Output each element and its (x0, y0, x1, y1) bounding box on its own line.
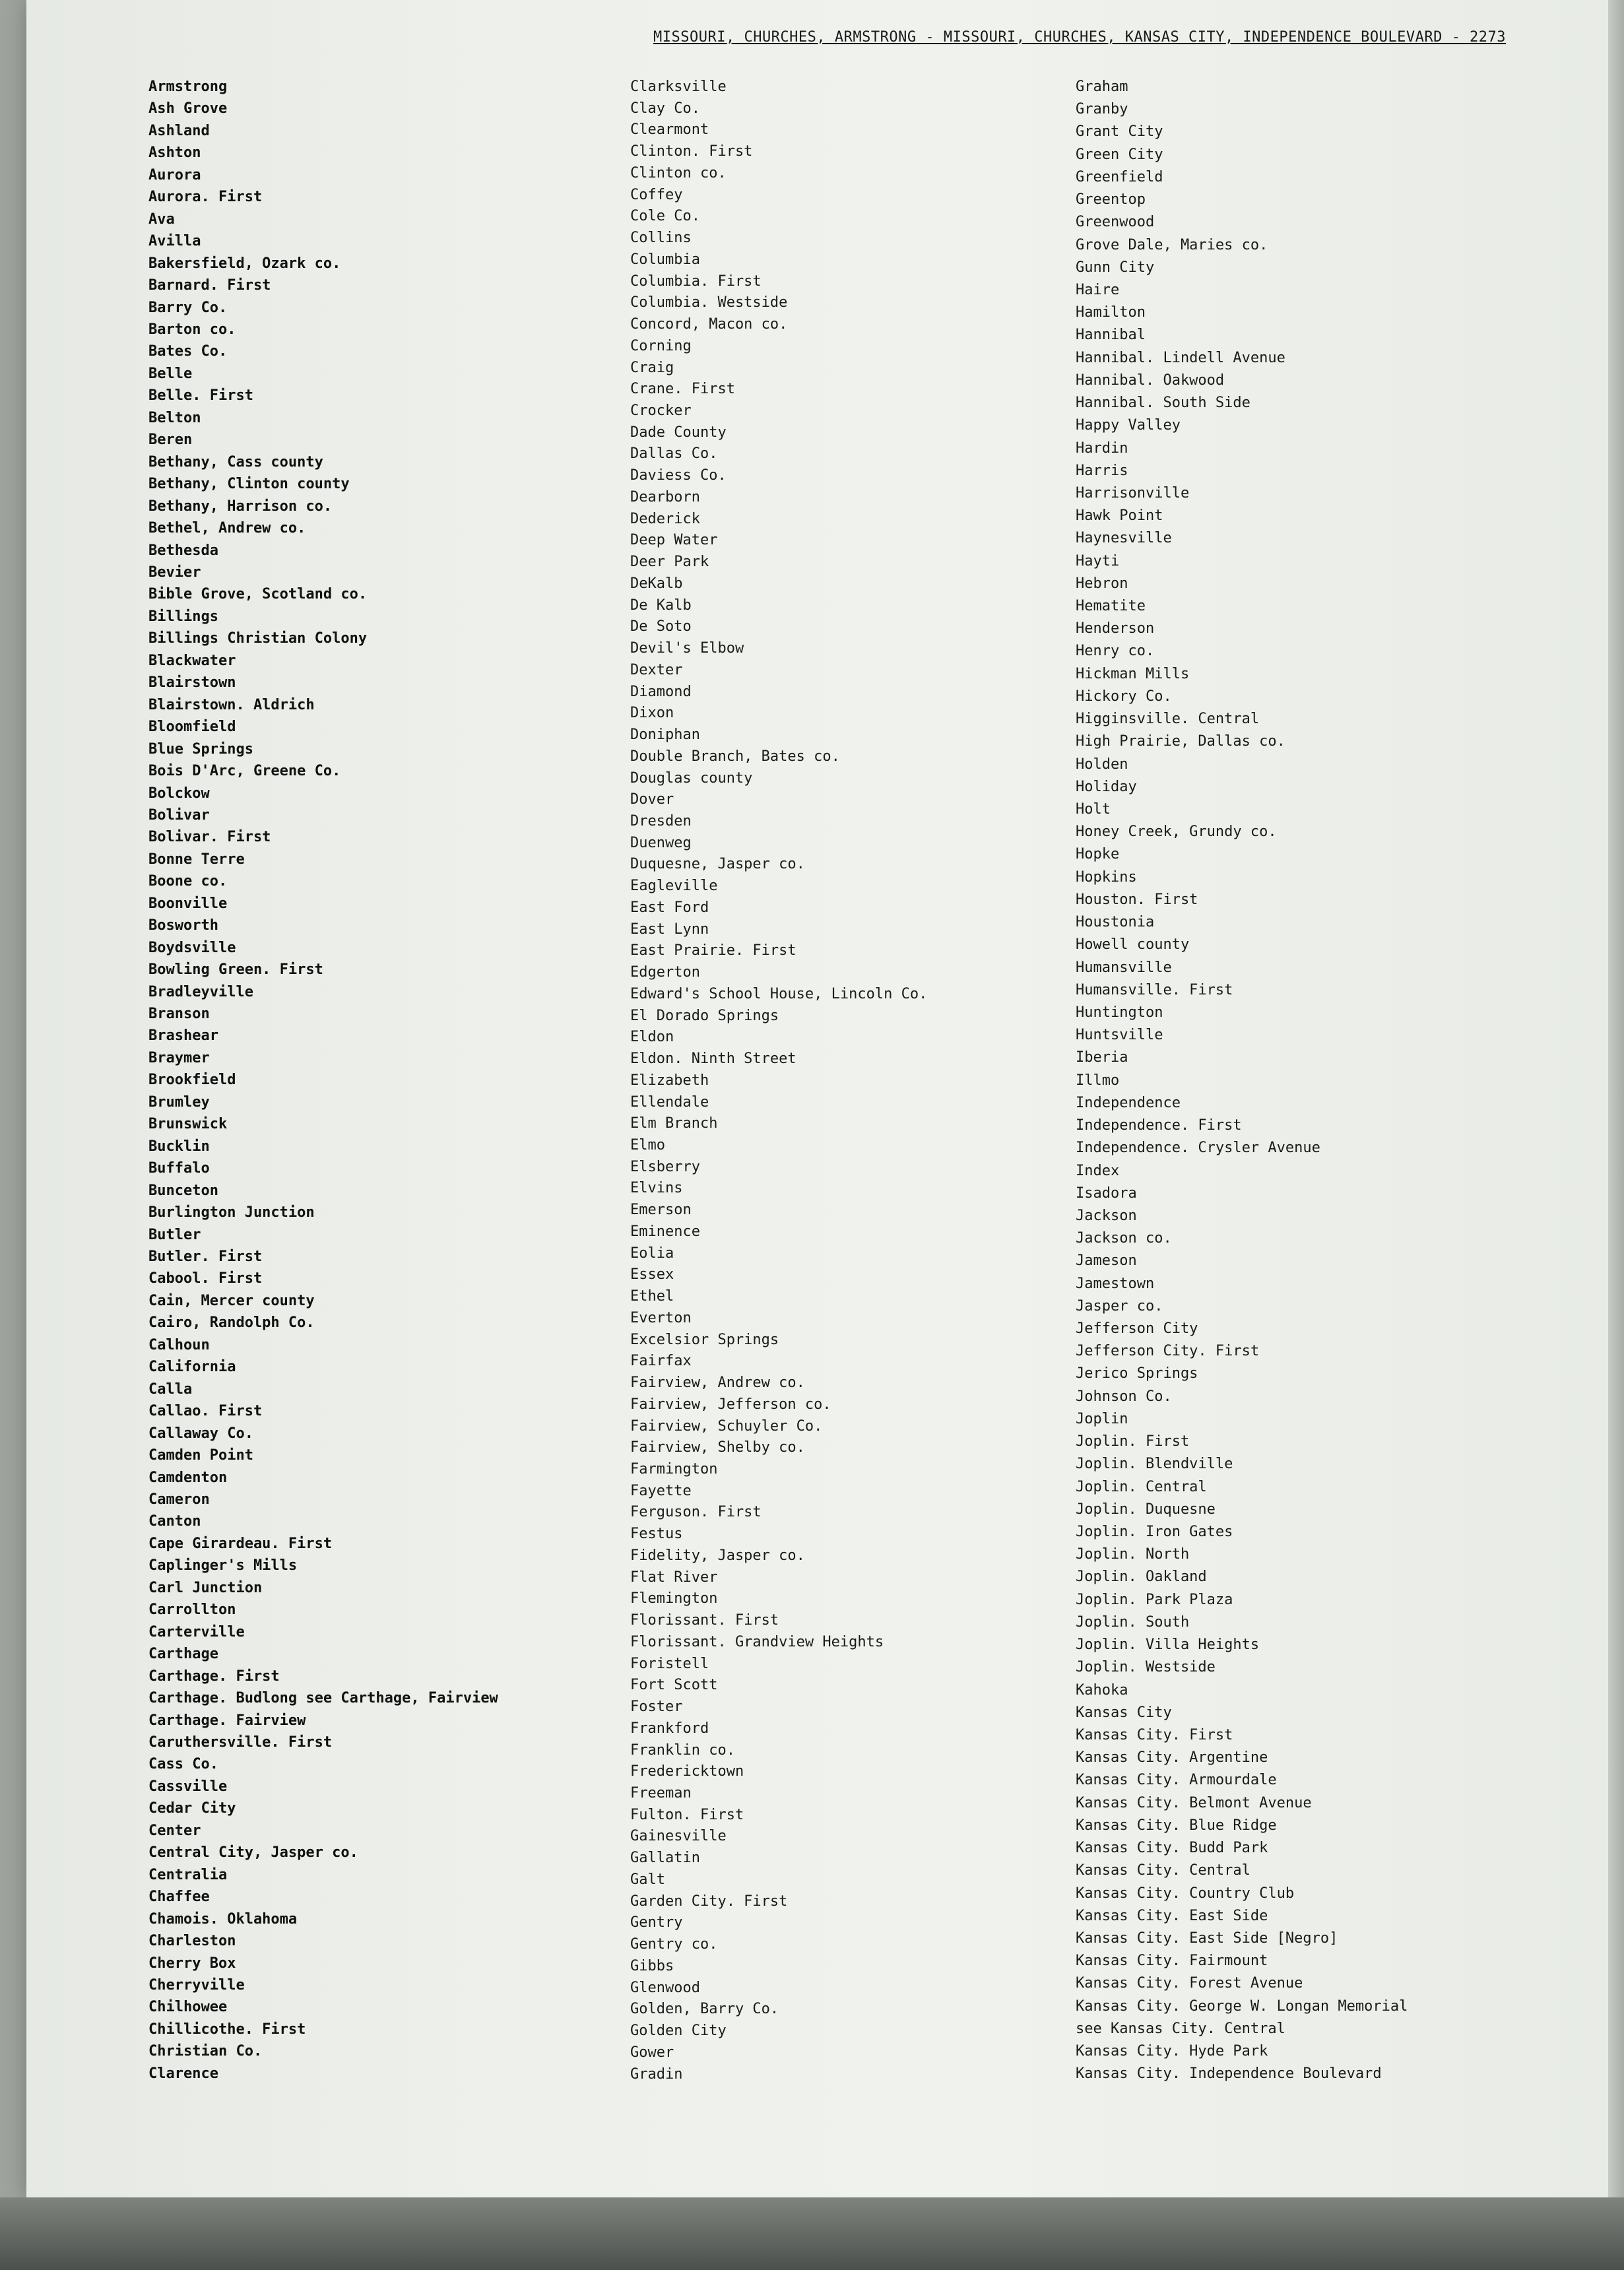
list-item: Hardin (1076, 439, 1128, 457)
list-item: Cairo, Randolph Co. (148, 1314, 315, 1332)
list-item: Hematite (1076, 598, 1146, 615)
list-item: Devil's Elbow (630, 640, 744, 657)
list-item: Carthage (148, 1646, 218, 1663)
list-item: Hannibal. South Side (1076, 395, 1250, 412)
list-item: Joplin. Blendville (1076, 1456, 1233, 1473)
list-item: Deep Water (630, 532, 718, 549)
list-item: Freeman (630, 1785, 692, 1802)
list-item: Carl Junction (148, 1579, 263, 1596)
list-item: Ash Grove (148, 100, 228, 117)
list-item: Kansas City (1076, 1704, 1172, 1721)
list-item: Cabool. First (148, 1270, 263, 1287)
list-item: Bethany, Clinton county (148, 476, 350, 493)
list-item: Eldon (630, 1029, 674, 1046)
list-item: Holt (1076, 801, 1111, 818)
list-item: Cain, Mercer county (148, 1292, 315, 1309)
list-item: Ashton (148, 145, 201, 162)
list-item: Barton co. (148, 321, 236, 338)
list-item: Dederick (630, 510, 700, 527)
list-item: Columbia (630, 251, 700, 268)
list-item: Festus (630, 1526, 683, 1543)
list-item: Caruthersville. First (148, 1734, 333, 1751)
list-item: Greentop (1076, 191, 1146, 209)
list-item: California (148, 1359, 236, 1376)
list-item: Kansas City. Central (1076, 1862, 1250, 1879)
list-item: Kansas City. George W. Longan Memorial (1076, 1997, 1408, 2015)
list-item: Cameron (148, 1491, 210, 1508)
list-item: Kansas City. Forest Avenue (1076, 1975, 1303, 1992)
list-item: East Lynn (630, 921, 709, 938)
list-item: Clarence (148, 2065, 218, 2082)
list-item: Bolivar (148, 806, 210, 824)
list-item: Kansas City. Belmont Avenue (1076, 1794, 1312, 1811)
list-item: Jefferson City. First (1076, 1343, 1260, 1360)
list-item: Kansas City. Independence Boulevard (1076, 2065, 1382, 2083)
list-item: Hawk Point (1076, 507, 1163, 525)
list-item: Kansas City. Hyde Park (1076, 2043, 1268, 2060)
list-item: Bolckow (148, 785, 210, 802)
list-item: Hannibal. Oakwood (1076, 372, 1225, 389)
list-item: Fairview, Schuyler Co. (630, 1417, 823, 1435)
list-item: Foster (630, 1699, 683, 1716)
list-item: Chilhowee (148, 1999, 228, 2016)
list-item: Hebron (1076, 575, 1128, 592)
list-item: Independence. Crysler Avenue (1076, 1140, 1320, 1157)
list-item: Fayette (630, 1482, 692, 1499)
list-item: Jamestown (1076, 1275, 1155, 1292)
list-item: Fidelity, Jasper co. (630, 1547, 805, 1564)
list-item: Dover (630, 791, 674, 808)
page-header: MISSOURI, CHURCHES, ARMSTRONG - MISSOURI, CHURCHES, KANSAS CITY, INDEPENDENCE BOULEVARD - 2273 (653, 29, 1507, 46)
list-item: Emerson (630, 1202, 692, 1219)
list-item: Collins (630, 230, 692, 247)
list-item: Boonville (148, 895, 228, 912)
list-item: Blairstown. Aldrich (148, 696, 315, 713)
list-item: Joplin. First (1076, 1433, 1190, 1450)
list-item: Frankford (630, 1720, 709, 1737)
list-item: Dade County (630, 424, 727, 441)
book-page (26, 0, 1610, 2197)
list-item: Higginsville. Central (1076, 711, 1260, 728)
list-item: Bonne Terre (148, 851, 245, 868)
list-item: Elizabeth (630, 1072, 709, 1089)
list-item: Beren (148, 432, 193, 449)
list-item: Cape Girardeau. First (148, 1535, 333, 1552)
list-item: Boydsville (148, 939, 236, 956)
list-item: Barry Co. (148, 299, 228, 316)
list-item: Joplin. Oakland (1076, 1569, 1207, 1586)
list-item: Ashland (148, 122, 210, 139)
list-item: Fairview, Jefferson co. (630, 1396, 831, 1413)
list-item: Kansas City. First (1076, 1726, 1233, 1743)
list-item: Kansas City. Country Club (1076, 1885, 1295, 1902)
list-item: Clay Co. (630, 100, 700, 117)
list-item: Calhoun (148, 1336, 210, 1353)
list-item: Gibbs (630, 1957, 674, 1974)
list-item: Craig (630, 359, 674, 376)
list-item: Hickman Mills (1076, 665, 1190, 682)
list-item: Eolia (630, 1245, 674, 1262)
list-item: Kansas City. Budd Park (1076, 1840, 1268, 1857)
list-item: Cole Co. (630, 208, 700, 225)
list-item: Iberia (1076, 1049, 1128, 1066)
list-item: Cedar City (148, 1800, 236, 1817)
list-item: Jameson (1076, 1252, 1137, 1270)
list-item: Graham (1076, 79, 1128, 95)
list-item: Joplin (1076, 1410, 1128, 1427)
list-item: Center (148, 1822, 201, 1839)
list-item: Independence. First (1076, 1117, 1242, 1134)
list-item: Crane. First (630, 381, 735, 398)
list-item: Bethesda (148, 542, 218, 559)
list-item: Elmo (630, 1136, 665, 1153)
list-item: Bucklin (148, 1138, 210, 1155)
list-item: Eminence (630, 1223, 700, 1240)
list-item: Dexter (630, 661, 683, 678)
list-item: Harris (1076, 462, 1128, 479)
list-item: Garden City. First (630, 1893, 788, 1910)
list-item: Haynesville (1076, 530, 1172, 547)
list-item: Cass Co. (148, 1756, 218, 1773)
list-item: Hannibal. Lindell Avenue (1076, 349, 1285, 366)
list-item: Franklin co. (630, 1741, 735, 1759)
list-item: Chaffee (148, 1889, 210, 1906)
list-item: Edward's School House, Lincoln Co. (630, 985, 928, 1002)
list-item: Diamond (630, 683, 692, 700)
list-item: Carthage. Budlong see Carthage, Fairview (148, 1690, 498, 1707)
list-item: Kansas City. Fairmount (1076, 1953, 1268, 1970)
list-item: Honey Creek, Grundy co. (1076, 824, 1277, 841)
list-item: Harrisonville (1076, 484, 1190, 502)
list-item: Kansas City. Argentine (1076, 1749, 1268, 1767)
list-item: Farmington (630, 1461, 718, 1477)
list-item: Bethany, Cass county (148, 453, 323, 470)
list-item: Gower (630, 2044, 674, 2061)
list-item: Double Branch, Bates co. (630, 748, 840, 765)
list-item: Joplin. Duquesne (1076, 1501, 1216, 1518)
list-item: Fredericktown (630, 1763, 744, 1780)
list-item: Index (1076, 1162, 1120, 1179)
list-item: Deer Park (630, 554, 709, 571)
list-item: Kansas City. East Side (1076, 1907, 1268, 1924)
list-item: Braymer (148, 1049, 210, 1066)
list-item: Butler (148, 1226, 201, 1243)
list-item: Joplin. Villa Heights (1076, 1637, 1260, 1654)
list-item: Essex (630, 1266, 674, 1283)
list-item: Camden Point (148, 1447, 253, 1464)
list-item: Gentry (630, 1914, 683, 1931)
list-item: East Ford (630, 899, 709, 916)
list-item: Calla (148, 1380, 193, 1398)
list-item: Fulton. First (630, 1806, 744, 1823)
list-item: Hayti (1076, 552, 1120, 569)
list-item: Isadora (1076, 1184, 1137, 1202)
list-item: Ethel (630, 1288, 674, 1305)
list-item: Humansville (1076, 959, 1172, 976)
list-item: Carthage. First (148, 1668, 280, 1685)
list-item: Carrollton (148, 1602, 236, 1619)
list-item: Duenweg (630, 834, 692, 851)
list-item: Coffey (630, 186, 683, 203)
list-item: Flat River (630, 1569, 718, 1586)
list-item: Crocker (630, 403, 692, 420)
page-edge (1608, 0, 1624, 2270)
list-item: Golden, Barry Co. (630, 2001, 779, 2018)
list-item: Dresden (630, 812, 692, 829)
list-item: Kansas City. East Side [Negro] (1076, 1929, 1338, 1947)
list-item: Fairview, Andrew co. (630, 1375, 805, 1392)
list-item: Elsberry (630, 1158, 700, 1175)
list-item: Hamilton (1076, 304, 1146, 321)
list-item: Gunn City (1076, 259, 1155, 276)
list-item: Bakersfield, Ozark co. (148, 255, 341, 272)
list-item: Huntington (1076, 1004, 1163, 1021)
list-item: Hopkins (1076, 868, 1137, 886)
list-item: see Kansas City. Central (1076, 2020, 1285, 2037)
list-item: Gallatin (630, 1850, 700, 1867)
list-item: Gradin (630, 2065, 683, 2083)
list-item: Houston. First (1076, 891, 1198, 908)
list-item: Florissant. Grandview Heights (630, 1633, 884, 1650)
list-item: Dixon (630, 705, 674, 722)
list-item: Henry co. (1076, 643, 1155, 660)
list-item: Buffalo (148, 1160, 210, 1177)
list-item: Bethany, Harrison co. (148, 498, 333, 515)
list-item: Doniphan (630, 727, 700, 744)
list-item: Cherry Box (148, 1955, 236, 1972)
list-item: Bloomfield (148, 719, 236, 736)
list-item: Christian Co. (148, 2043, 263, 2060)
list-item: Central City, Jasper co. (148, 1844, 358, 1862)
list-item: Elm Branch (630, 1115, 718, 1132)
list-item: Kansas City. Armourdale (1076, 1772, 1277, 1789)
list-item: Green City (1076, 146, 1163, 163)
list-item: Columbia. Westside (630, 294, 788, 311)
list-item: Dearborn (630, 488, 700, 505)
list-item: Bunceton (148, 1182, 218, 1199)
list-item: Flemington (630, 1590, 718, 1607)
list-item: Joplin. Westside (1076, 1659, 1216, 1676)
list-item: Gainesville (630, 1828, 727, 1845)
list-item: Bosworth (148, 917, 218, 934)
list-item: Bethel, Andrew co. (148, 520, 306, 537)
list-item: Brumley (148, 1093, 210, 1111)
list-item: Canton (148, 1513, 201, 1530)
list-item: Jackson co. (1076, 1230, 1172, 1247)
column-2 (630, 78, 1059, 2084)
list-item: Joplin. Iron Gates (1076, 1524, 1233, 1540)
list-item: Hannibal (1076, 327, 1146, 344)
list-item: Branson (148, 1006, 210, 1023)
list-item: Hickory Co. (1076, 688, 1172, 705)
list-item: Granby (1076, 101, 1128, 118)
list-item: Douglas county (630, 769, 753, 787)
list-item: Kahoka (1076, 1681, 1128, 1699)
list-item: Blairstown (148, 674, 236, 692)
list-item: Clinton co. (630, 164, 727, 181)
list-item: Independence (1076, 1094, 1181, 1111)
list-item: Clearmont (630, 121, 709, 139)
list-item: De Kalb (630, 597, 692, 614)
list-item: Charleston (148, 1933, 236, 1950)
list-item: Billings Christian Colony (148, 630, 368, 647)
list-item: Joplin. South (1076, 1613, 1190, 1631)
list-item: Fairfax (630, 1353, 692, 1370)
list-item: Avilla (148, 233, 201, 250)
list-item: Bolivar. First (148, 829, 271, 846)
list-item: Clinton. First (630, 143, 753, 160)
list-item: Bois D'Arc, Greene Co. (148, 763, 341, 780)
list-item: Galt (630, 1871, 665, 1888)
list-item: Happy Valley (1076, 417, 1181, 434)
list-item: Houstonia (1076, 914, 1155, 931)
list-item: Howell county (1076, 936, 1190, 954)
list-item: Belton (148, 409, 201, 426)
list-item: Gentry co. (630, 1936, 718, 1953)
list-item: Duquesne, Jasper co. (630, 856, 805, 873)
list-item: Elvins (630, 1180, 683, 1197)
list-item: Excelsior Springs (630, 1331, 779, 1348)
list-item: El Dorado Springs (630, 1007, 779, 1024)
list-item: Belle. First (148, 387, 253, 405)
list-item: Armstrong (148, 79, 228, 95)
list-item: Cassville (148, 1778, 228, 1795)
list-item: Grant City (1076, 123, 1163, 141)
list-item: Bible Grove, Scotland co. (148, 586, 368, 603)
list-item: Huntsville (1076, 1027, 1163, 1044)
list-item: Jefferson City (1076, 1320, 1198, 1338)
list-item: Joplin. North (1076, 1546, 1190, 1563)
list-item: Bevier (148, 564, 201, 581)
list-item: Eldon. Ninth Street (630, 1051, 796, 1068)
list-item: Eagleville (630, 878, 718, 895)
list-item: Chamois. Oklahoma (148, 1910, 298, 1928)
list-item: Bates Co. (148, 343, 228, 360)
list-item: Henderson (1076, 620, 1155, 637)
list-item: East Prairie. First (630, 942, 796, 959)
list-item: Foristell (630, 1655, 709, 1672)
list-item: Barnard. First (148, 277, 271, 294)
list-item: Boone co. (148, 873, 228, 890)
list-item: Callao. First (148, 1403, 263, 1420)
list-item: Clarksville (630, 79, 727, 95)
list-item: Carterville (148, 1623, 245, 1640)
list-item: Holden (1076, 756, 1128, 773)
list-item: Dallas Co. (630, 445, 718, 463)
list-item: Blackwater (148, 652, 236, 669)
list-item: Jasper co. (1076, 1297, 1163, 1314)
list-item: Ellendale (630, 1093, 709, 1111)
list-item: Centralia (148, 1866, 228, 1883)
list-item: Brashear (148, 1027, 218, 1045)
list-item: High Prairie, Dallas co. (1076, 733, 1285, 750)
list-item: Callaway Co. (148, 1425, 253, 1442)
list-item: Columbia. First (630, 273, 762, 290)
list-item: Aurora (148, 166, 201, 183)
list-item: Aurora. First (148, 189, 263, 206)
list-item: Blue Springs (148, 740, 253, 758)
list-item: Concord, Macon co. (630, 316, 788, 333)
list-item: Joplin. Park Plaza (1076, 1591, 1233, 1608)
list-item: Greenwood (1076, 214, 1155, 231)
list-item: Chillicothe. First (148, 2021, 306, 2038)
list-item: Belle (148, 365, 193, 382)
list-item: Jerico Springs (1076, 1365, 1198, 1382)
column-3 (1076, 78, 1505, 2084)
bottom-shadow (0, 2197, 1624, 2270)
list-item: Cherryville (148, 1976, 245, 1994)
list-item: Corning (630, 337, 692, 354)
list-item: Fort Scott (630, 1677, 718, 1694)
list-item: Florissant. First (630, 1612, 779, 1629)
list-item: Jackson (1076, 1207, 1137, 1224)
list-item: Camdenton (148, 1469, 228, 1486)
list-item: Joplin. Central (1076, 1478, 1207, 1495)
list-item: Johnson Co. (1076, 1388, 1172, 1405)
list-item: Carthage. Fairview (148, 1712, 306, 1729)
list-item: Golden City (630, 2023, 727, 2040)
list-item: Greenfield (1076, 168, 1163, 185)
list-item: Kansas City. Blue Ridge (1076, 1817, 1277, 1834)
list-item: Holiday (1076, 778, 1137, 795)
list-item: Fairview, Shelby co. (630, 1439, 805, 1456)
list-item: De Soto (630, 618, 692, 635)
list-item: Bradleyville (148, 983, 253, 1000)
list-item: Ferguson. First (630, 1504, 762, 1521)
list-item: Grove Dale, Maries co. (1076, 236, 1268, 253)
list-item: Daviess Co. (630, 467, 727, 484)
list-item: DeKalb (630, 575, 683, 592)
list-item: Hopke (1076, 846, 1120, 863)
list-item: Haire (1076, 281, 1120, 298)
list-item: Butler. First (148, 1248, 263, 1266)
list-item: Edgerton (630, 964, 700, 981)
list-item: Bowling Green. First (148, 961, 323, 979)
column-1 (148, 78, 597, 2084)
list-item: Humansville. First (1076, 981, 1233, 998)
list-item: Glenwood (630, 1979, 700, 1996)
list-item: Brunswick (148, 1116, 228, 1133)
list-item: Billings (148, 608, 218, 625)
list-item: Burlington Junction (148, 1204, 315, 1221)
list-item: Caplinger's Mills (148, 1557, 298, 1574)
list-item: Everton (630, 1309, 692, 1326)
list-item: Brookfield (148, 1072, 236, 1089)
list-item: Ava (148, 211, 175, 228)
list-item: Illmo (1076, 1072, 1120, 1089)
